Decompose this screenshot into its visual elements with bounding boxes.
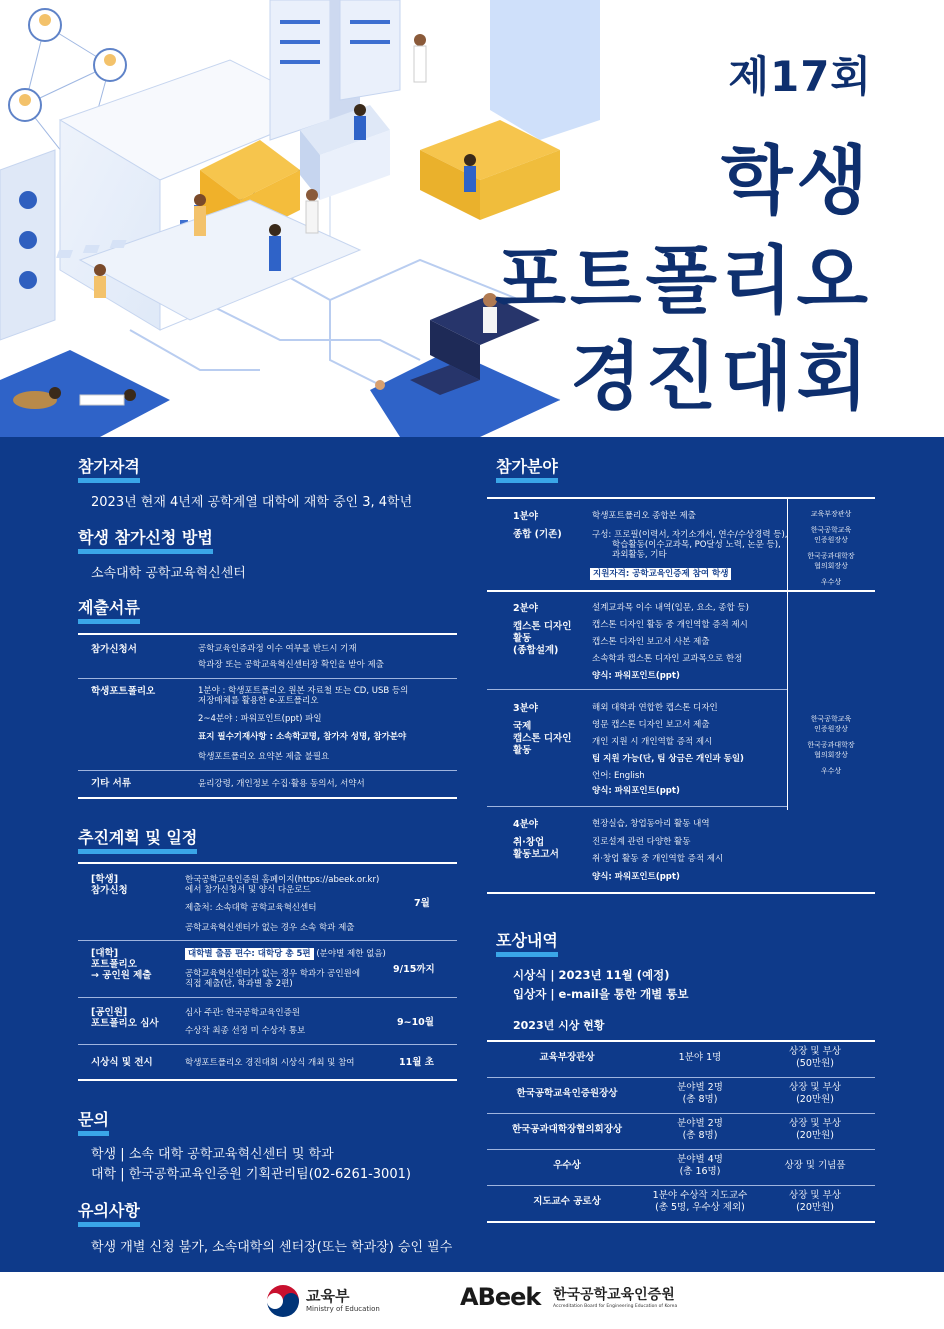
doc-line: 학과장 또는 공학교육혁신센터장 확인을 받아 제출 xyxy=(198,660,384,670)
prize-reward: 상장 및 부상 xyxy=(789,1046,841,1057)
schedule-label: [대학] xyxy=(91,948,119,959)
field-no: 3분야 xyxy=(513,703,538,714)
field-name: (종합설계) xyxy=(513,645,559,656)
award-item: 우수상 xyxy=(820,767,842,775)
divider xyxy=(487,1221,875,1223)
award-list xyxy=(796,509,866,587)
doc-label: 학생포트폴리오 xyxy=(91,686,156,697)
prize-award: 한국공과대학장협의회장상 xyxy=(511,1124,623,1135)
prize-reward: (20만원) xyxy=(796,1130,834,1141)
field-no: 1분야 xyxy=(513,511,538,522)
title-line-3: 경진대회 xyxy=(570,334,872,420)
apply-heading: 학생 참가신청 방법 xyxy=(78,525,213,554)
inquiry-line: 대학 | 한국공학교육인증원 기획관리팀(02-6261-3001) xyxy=(91,1167,411,1182)
column-divider xyxy=(787,498,788,810)
notes-heading: 유의사항 xyxy=(78,1198,140,1227)
field-line: 언어: English xyxy=(592,771,645,781)
prize-count: 1분야 수상작 지도교수 xyxy=(652,1190,748,1201)
field-line: 취·창업 활동 중 개인역할 증적 제시 xyxy=(592,854,724,864)
field-name: 취·창업 xyxy=(513,837,545,848)
divider xyxy=(487,1113,875,1114)
schedule-line: 공학교육혁신센터가 없는 경우 소속 학과 제출 xyxy=(185,923,355,933)
field-line: 소속학과 캡스톤 디자인 교과목으로 한정 xyxy=(592,654,743,664)
abeek-name: 한국공학교육인증원 xyxy=(553,1287,675,1303)
field-line: 양식: 파워포인트(ppt) xyxy=(592,786,680,796)
award-item: 인증원장상 xyxy=(814,536,848,544)
award-item: 협의회장상 xyxy=(814,751,848,759)
eligibility-heading: 참가자격 xyxy=(78,454,140,483)
schedule-line: 한국공학교육인증원 홈페이지(https://abeek.or.kr) xyxy=(185,875,380,885)
prize-count: 분야별 4명 xyxy=(677,1154,723,1165)
field-name: 활동 xyxy=(513,745,532,756)
field-name: 활동보고서 xyxy=(513,849,559,860)
schedule-label: → 공인원 제출 xyxy=(91,970,152,981)
prizes-heading: 포상내역 xyxy=(496,928,558,957)
title-line-2: 포트폴리오 xyxy=(494,238,872,324)
field-no: 4분야 xyxy=(513,819,538,830)
schedule-date: 9~10월 xyxy=(397,1017,434,1028)
schedule-line: 수상작 최종 선정 미 수상자 통보 xyxy=(185,1026,306,1036)
field-name: 활동 xyxy=(513,633,532,644)
highlight: 지원자격: 공학교육인증제 참여 학생 xyxy=(590,568,731,580)
schedule-label: 참가신청 xyxy=(91,885,128,896)
inquiry-heading: 문의 xyxy=(78,1107,109,1136)
schedule-date: 9/15까지 xyxy=(393,964,435,975)
footer xyxy=(0,1272,944,1329)
inquiry-line: 학생 | 소속 대학 공학교육혁신센터 및 학과 xyxy=(91,1147,334,1162)
award-item: 협의회장상 xyxy=(814,562,848,570)
field-name: 국제 xyxy=(513,721,532,732)
highlight: 대학별 출품 편수: 대학당 총 5편 xyxy=(185,948,314,960)
prize-count: (총 8명) xyxy=(682,1130,718,1141)
schedule-note: (분야별 제한 없음) xyxy=(313,949,386,959)
award-item: 우수상 xyxy=(820,578,842,586)
doc-line: 저장매체를 활용한 e-포트폴리오 xyxy=(198,696,319,706)
doc-label: 기타 서류 xyxy=(91,778,132,789)
divider xyxy=(487,689,787,690)
divider xyxy=(487,892,875,894)
field-line: 영문 캡스톤 디자인 보고서 제출 xyxy=(592,720,710,730)
eligibility-text: 2023년 현재 4년제 공학계열 대학에 재학 중인 3, 4학년 xyxy=(91,495,413,510)
prize-award: 우수상 xyxy=(553,1160,581,1171)
prize-entry: 입상자 | e-mail을 통한 개별 통보 xyxy=(513,987,689,1001)
documents-heading: 제출서류 xyxy=(78,595,140,624)
schedule-label: 시상식 및 전시 xyxy=(91,1057,153,1068)
prize-reward: 상장 및 부상 xyxy=(789,1118,841,1129)
prize-award: 한국공학교육인증원장상 xyxy=(516,1088,618,1099)
field-line: 양식: 파워포인트(ppt) xyxy=(592,671,680,681)
moe-name-en: Ministry of Education xyxy=(306,1305,380,1313)
prize-reward: (20만원) xyxy=(796,1094,834,1105)
divider xyxy=(487,1040,875,1042)
divider xyxy=(487,497,875,499)
doc-line: 표지 필수기재사항 : 소속학교명, 참가자 성명, 참가분야 xyxy=(198,732,407,742)
divider xyxy=(78,797,457,799)
ministry-emblem-icon xyxy=(266,1284,300,1318)
doc-label: 참가신청서 xyxy=(91,644,137,655)
prize-reward: 상장 및 기념품 xyxy=(784,1160,846,1171)
field-line: 양식: 파워포인트(ppt) xyxy=(592,872,680,882)
divider xyxy=(487,590,875,592)
field-name: 캡스톤 디자인 xyxy=(513,733,572,744)
divider xyxy=(78,862,457,864)
schedule-line: 학생포트폴리오 경진대회 시상식 개최 및 참여 xyxy=(185,1058,355,1068)
main-content xyxy=(0,437,944,1272)
schedule-line: 에서 참가신청서 및 양식 다운로드 xyxy=(185,885,311,895)
schedule-line: 직접 제출(단, 학과별 총 2편) xyxy=(185,979,293,989)
doc-line: 학생포트폴리오 요약본 제출 불필요 xyxy=(198,752,330,762)
schedule-label: 포트폴리오 심사 xyxy=(91,1018,159,1029)
divider xyxy=(78,633,457,635)
schedule-line: 심사 주관: 한국공학교육인증원 xyxy=(185,1008,301,1018)
field-line: 학습활동(이수교과목, PO달성 노력, 논문 등), xyxy=(612,540,781,550)
award-item: 교육부장관상 xyxy=(810,510,852,518)
award-item: 한국공학교육 xyxy=(810,715,852,723)
field-line: 구성: 프로필(이력서, 자기소개서, 연수/수상경력 등), xyxy=(592,530,788,540)
title-line-1: 학생 xyxy=(721,138,872,224)
divider xyxy=(487,806,787,807)
isometric-illustration xyxy=(0,0,600,437)
divider xyxy=(78,1079,457,1081)
notes-text: 학생 개별 신청 불가, 소속대학의 센터장(또는 학과장) 승인 필수 xyxy=(91,1240,453,1255)
prize-ceremony: 시상식 | 2023년 11월 (예정) xyxy=(513,968,670,982)
prize-count: 분야별 2명 xyxy=(677,1118,723,1129)
prize-status: 2023년 시상 현황 xyxy=(513,1019,605,1032)
schedule-heading: 추진계획 및 일정 xyxy=(78,825,197,854)
schedule-line: 제출처: 소속대학 공학교육혁신센터 xyxy=(185,903,317,913)
prize-count: 1분야 1명 xyxy=(678,1052,722,1063)
field-line: 현장실습, 창업동아리 활동 내역 xyxy=(592,819,710,829)
field-name: 종합 (기존) xyxy=(513,529,562,540)
prize-award: 지도교수 공로상 xyxy=(533,1196,601,1207)
field-name: 캡스톤 디자인 xyxy=(513,621,572,632)
abeek-name-en: Accreditation Board for Engineering Education of Korea xyxy=(553,1304,678,1309)
divider xyxy=(78,997,457,998)
field-line: 설계교과목 이수 내역(입문, 요소, 종합 등) xyxy=(592,603,749,613)
field-line: 진로설계 관련 다양한 활동 xyxy=(592,837,691,847)
award-item: 한국공학교육 xyxy=(810,526,852,534)
divider xyxy=(487,1185,875,1186)
doc-line: 공학교육인증과정 이수 여부를 반드시 기재 xyxy=(198,644,357,654)
prize-count: (총 5명, 우수상 제외) xyxy=(655,1202,745,1213)
field-no: 2분야 xyxy=(513,603,538,614)
field-line: 과외활동, 기타 xyxy=(612,550,667,560)
moe-name: 교육부 xyxy=(306,1287,350,1305)
schedule-label: [학생] xyxy=(91,874,119,885)
divider xyxy=(487,1149,875,1150)
prize-count: (총 8명) xyxy=(682,1094,718,1105)
divider xyxy=(78,770,457,771)
field-qualification xyxy=(590,568,731,580)
schedule-label: [공인원] xyxy=(91,1007,128,1018)
award-item: 인증원장상 xyxy=(814,725,848,733)
field-line: 해외 대학과 연합한 캡스톤 디자인 xyxy=(592,703,718,713)
prize-award: 교육부장관상 xyxy=(539,1052,595,1063)
award-item: 한국공과대학장 xyxy=(807,741,855,749)
prize-reward: 상장 및 부상 xyxy=(789,1190,841,1201)
divider xyxy=(78,678,457,679)
prize-count: 분야별 2명 xyxy=(677,1082,723,1093)
field-line: 캡스톤 디자인 보고서 사본 제출 xyxy=(592,637,710,647)
prize-reward: (20만원) xyxy=(796,1202,834,1213)
schedule-date: 7월 xyxy=(414,898,430,909)
prize-reward: (50만원) xyxy=(796,1058,834,1069)
field-line: 개인 지원 시 개인역할 증적 제시 xyxy=(592,737,713,747)
doc-line: 1분야 : 학생포트폴리오 원본 자료철 또는 CD, USB 등의 xyxy=(198,686,409,696)
field-line: 팀 지원 가능(단, 팀 상금은 개인과 동일) xyxy=(592,754,744,764)
apply-text: 소속대학 공학교육혁신센터 xyxy=(91,566,246,581)
schedule-date: 11월 초 xyxy=(399,1057,434,1068)
field-line: 학생포트폴리오 종합본 제출 xyxy=(592,511,696,521)
hero-banner xyxy=(0,0,944,437)
schedule-line: 공학교육혁신센터가 없는 경우 학과가 공인원에 xyxy=(185,969,361,979)
doc-line: 윤리강령, 개인정보 수집·활용 동의서, 서약서 xyxy=(198,779,365,789)
abeek-logo: ABeek xyxy=(460,1283,541,1311)
schedule-label: 포트폴리오 xyxy=(91,959,137,970)
edition-label: 제17회 xyxy=(728,52,872,101)
divider xyxy=(78,940,457,941)
prize-count: (총 16명) xyxy=(679,1166,721,1177)
divider xyxy=(487,1077,875,1078)
fields-heading: 참가분야 xyxy=(496,454,558,483)
award-item: 한국공과대학장 xyxy=(807,552,855,560)
field-line: 캡스톤 디자인 활동 중 개인역할 증적 제시 xyxy=(592,620,748,630)
doc-line: 2~4분야 : 파워포인트(ppt) 파일 xyxy=(198,714,322,724)
divider xyxy=(78,1044,457,1045)
prize-reward: 상장 및 부상 xyxy=(789,1082,841,1093)
award-list xyxy=(796,714,866,776)
schedule-line xyxy=(185,948,386,960)
